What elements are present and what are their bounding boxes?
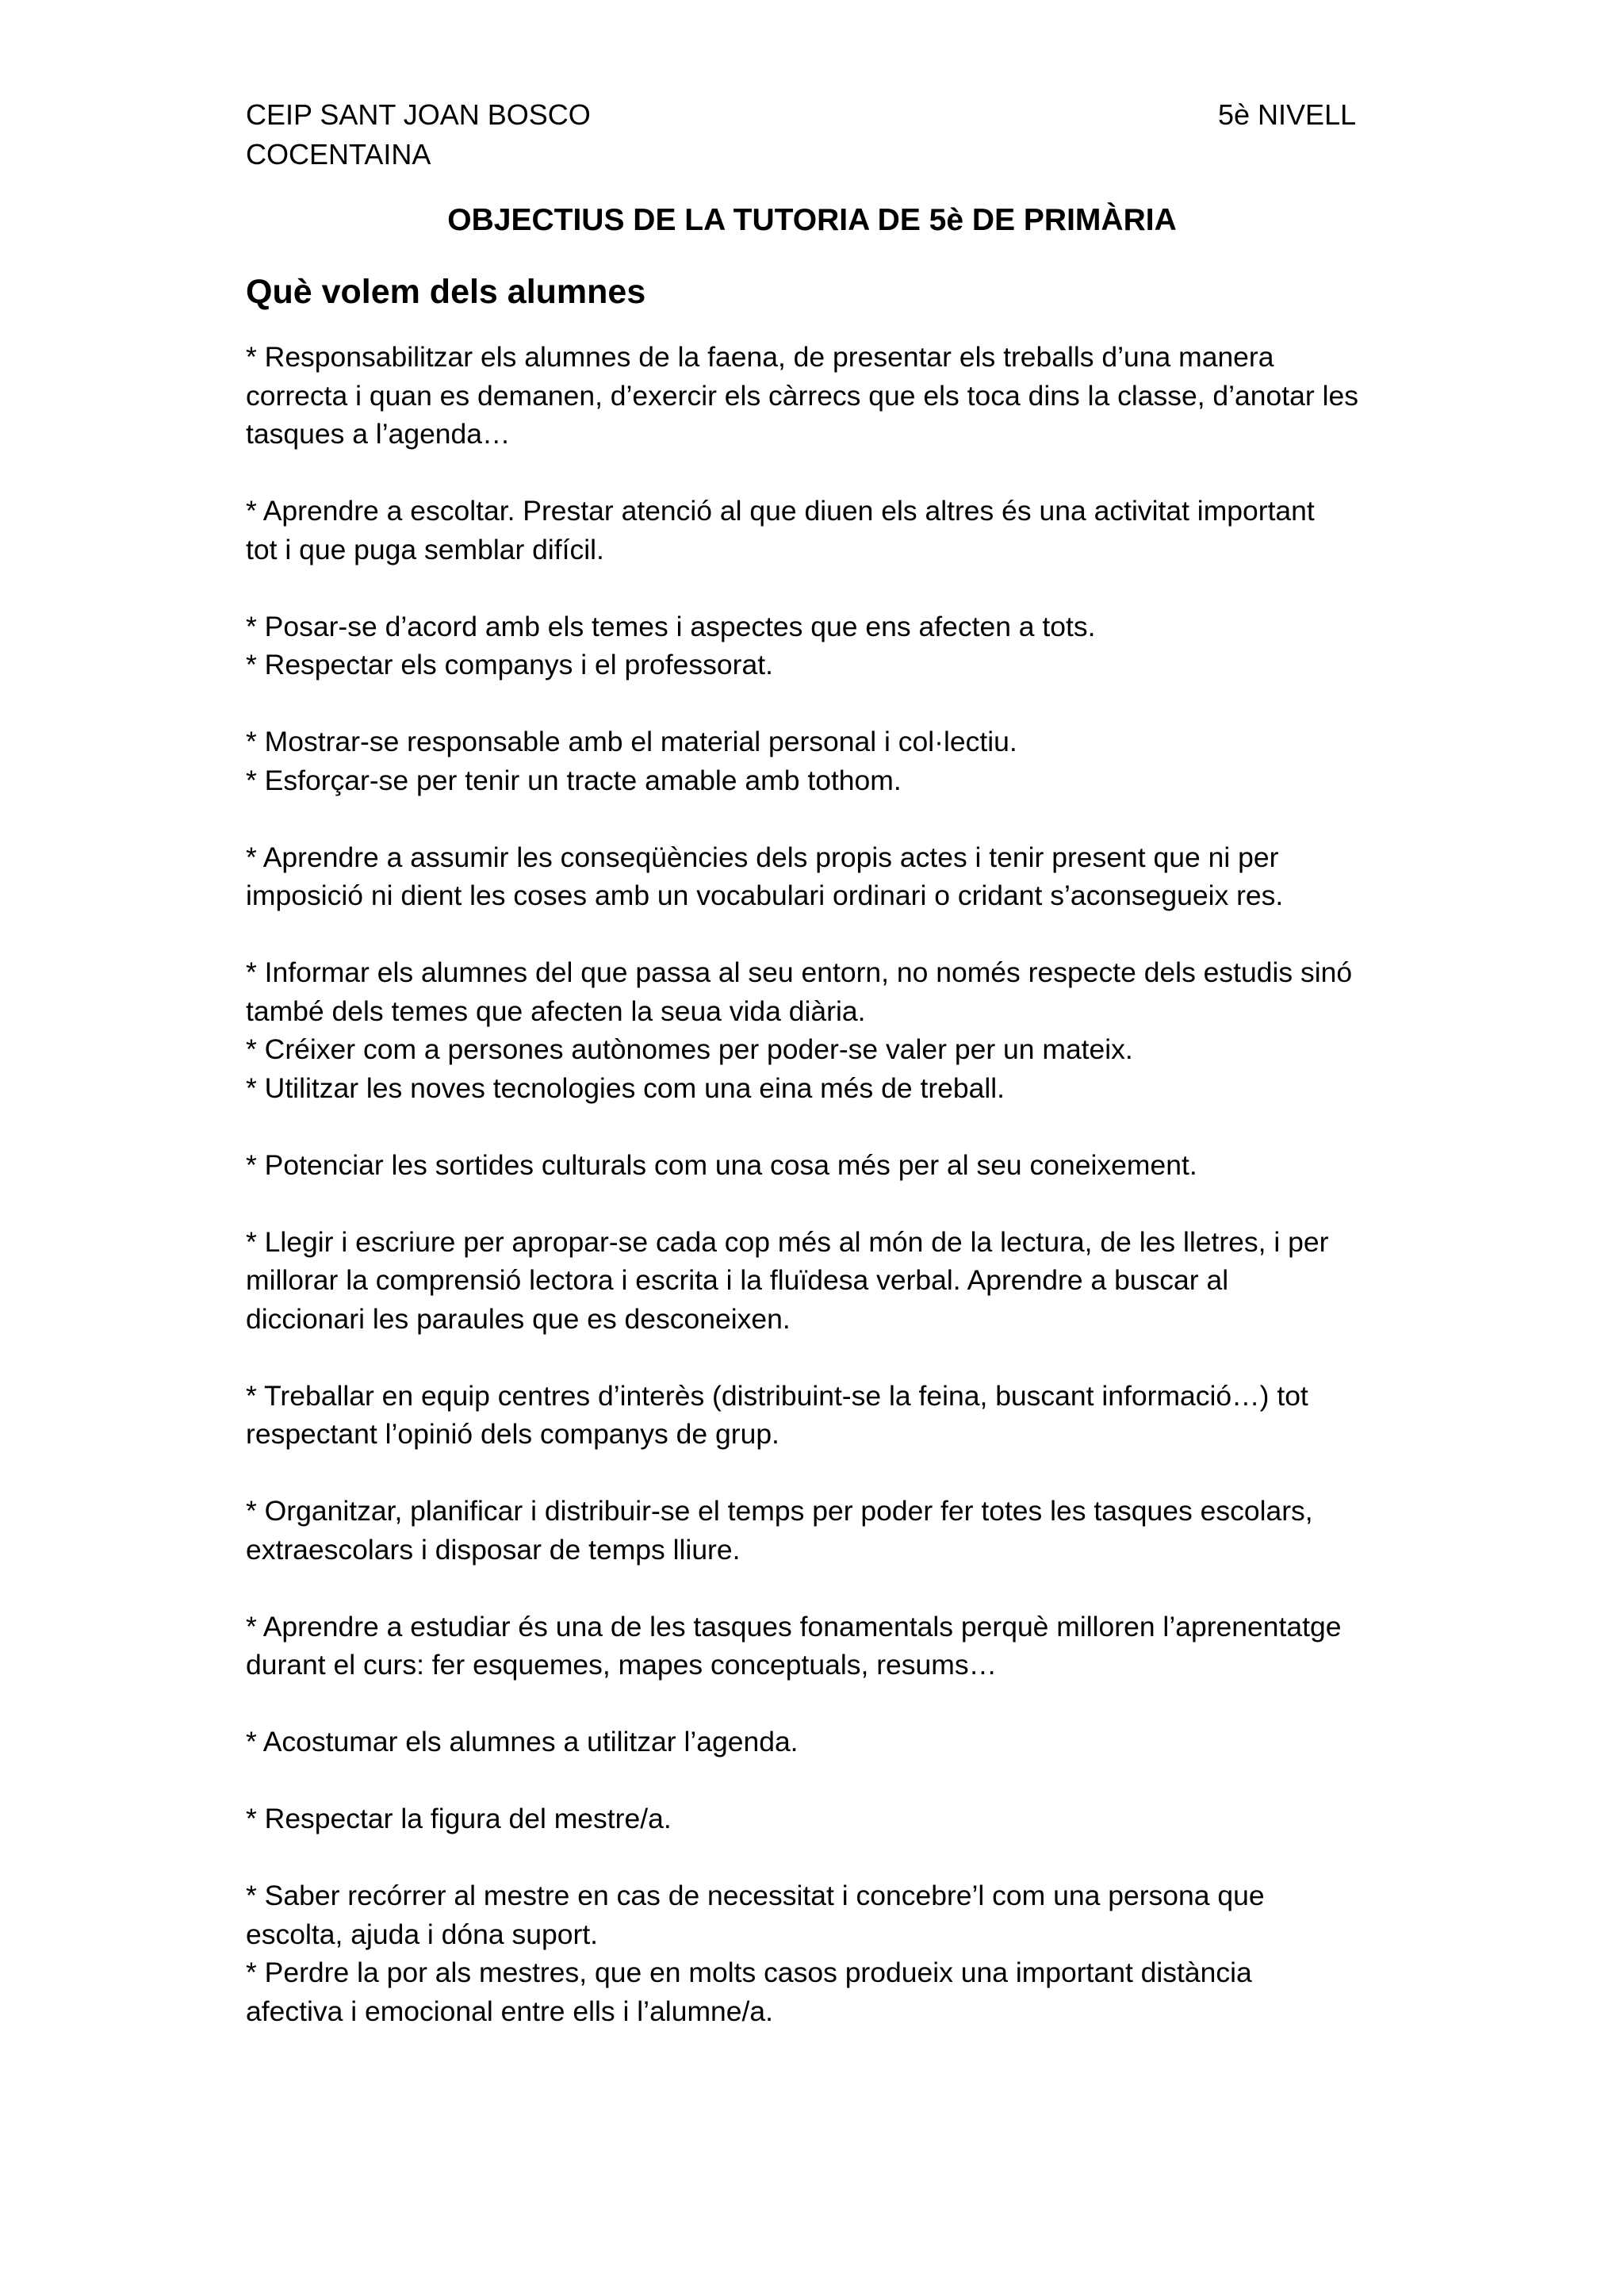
objective-paragraph [246,1146,1396,1185]
objective-line: diccionari les paraules que es desconeixen. [246,1302,791,1335]
objective-paragraph [246,1223,1396,1339]
objective-line: tasques a l’agenda… [246,418,511,450]
objective-line: també dels temes que afecten la seua vida diària. [246,995,866,1027]
objective-line: * Posar-se d’acord amb els temes i aspectes que ens afecten a tots. [246,610,1096,642]
objective-paragraph [246,953,1396,1030]
objective-paragraph [246,338,1396,454]
objective-line: * Informar els alumnes del que passa al seu entorn, no només respecte dels estudis sinó [246,956,1353,988]
objective-line: * Potenciar les sortides culturals com una cosa més per al seu coneixement. [246,1148,1197,1181]
objective-line: imposició ni dient les coses amb un vocabulari ordinari o cridant s’aconsegueix res. [246,880,1284,911]
objective-line: * Acostumar els alumnes a utilitzar l’agenda. [246,1726,799,1757]
objective-line: * Saber recórrer al mestre en cas de necessitat i concebre’l com una persona que [246,1880,1265,1911]
objective-paragraph [246,1030,1396,1069]
school-town: COCENTAINA [246,138,431,171]
objectives-list [246,338,1396,2030]
objective-line: * Organitzar, planificar i distribuir-se el temps per poder fer totes les tasques escolars, [246,1495,1313,1527]
objective-line: millorar la comprensió lectora i escrita i la fluïdesa verbal. Aprendre a buscar al [246,1264,1229,1296]
objective-line: * Aprendre a assumir les conseqüències dels propis actes i tenir present que ni per [246,841,1279,873]
objective-line: * Responsabilitzar els alumnes de la faena, de presentar els treballs d’una manera [246,341,1274,373]
objective-line: * Utilitzar les noves tecnologies com una eina més de treball. [246,1071,1005,1104]
objective-line: * Treballar en equip centres d’interès (distribuint-se la feina, buscant informació…) tot [246,1379,1308,1412]
level-label: 5è NIVELL [1218,98,1357,131]
header-school-block [246,95,1356,174]
objective-line: * Esforçar-se per tenir un tracte amable amb tothom. [246,764,902,796]
objective-paragraph [246,1876,1396,1953]
objective-line: * Respectar la figura del mestre/a. [246,1803,672,1834]
objective-paragraph [246,1723,1396,1761]
objective-line: escolta, ajuda i dóna suport. [246,1918,599,1950]
objective-line: * Perdre la por als mestres, que en molts casos produeix una important distància [246,1957,1252,1988]
objective-paragraph [246,761,1396,800]
document-title: OBJECTIUS DE LA TUTORIA DE 5è DE PRIMÀRIA [447,203,1177,237]
objective-line: * Respectar els companys i el professorat. [246,649,773,680]
objective-paragraph [246,1608,1396,1685]
objective-line: extraescolars i disposar de temps lliure. [246,1533,741,1566]
objective-line: durant el curs: fer esquemes, mapes conceptuals, resums… [246,1649,998,1681]
objective-line: * Aprendre a estudiar és una de les tasques fonamentals perquè milloren l’aprenentatge [246,1610,1342,1642]
objective-paragraph [246,1377,1396,1454]
objective-paragraph [246,723,1396,761]
objective-paragraph [246,1953,1396,2030]
objective-line: * Aprendre a escoltar. Prestar atenció al que diuen els altres és una activitat important [246,495,1315,527]
objective-paragraph [246,492,1396,569]
objective-paragraph [246,1492,1396,1569]
section-heading: Què volem dels alumnes [246,273,646,311]
objective-line: correcta i quan es demanen, d’exercir els càrrecs que els toca dins la classe, d’anotar les [246,379,1358,412]
objective-paragraph [246,1069,1396,1108]
objective-paragraph [246,1800,1396,1838]
objective-line: * Mostrar-se responsable amb el material personal i col·lectiu. [246,726,1017,757]
objective-paragraph [246,608,1396,646]
objective-line: * Llegir i escriure per apropar-se cada cop més al món de la lectura, de les lletres, i per [246,1225,1329,1258]
objective-paragraph [246,838,1396,915]
objective-line: tot i que puga semblar difícil. [246,533,604,565]
objective-line: * Créixer com a persones autònomes per poder-se valer per un mateix. [246,1033,1133,1065]
objective-line: respectant l’opinió dels companys de grup. [246,1418,779,1450]
school-name: CEIP SANT JOAN BOSCO [246,98,591,131]
objective-paragraph [246,646,1396,684]
objective-line: afectiva i emocional entre ells i l’alumne/a. [246,1995,773,2027]
